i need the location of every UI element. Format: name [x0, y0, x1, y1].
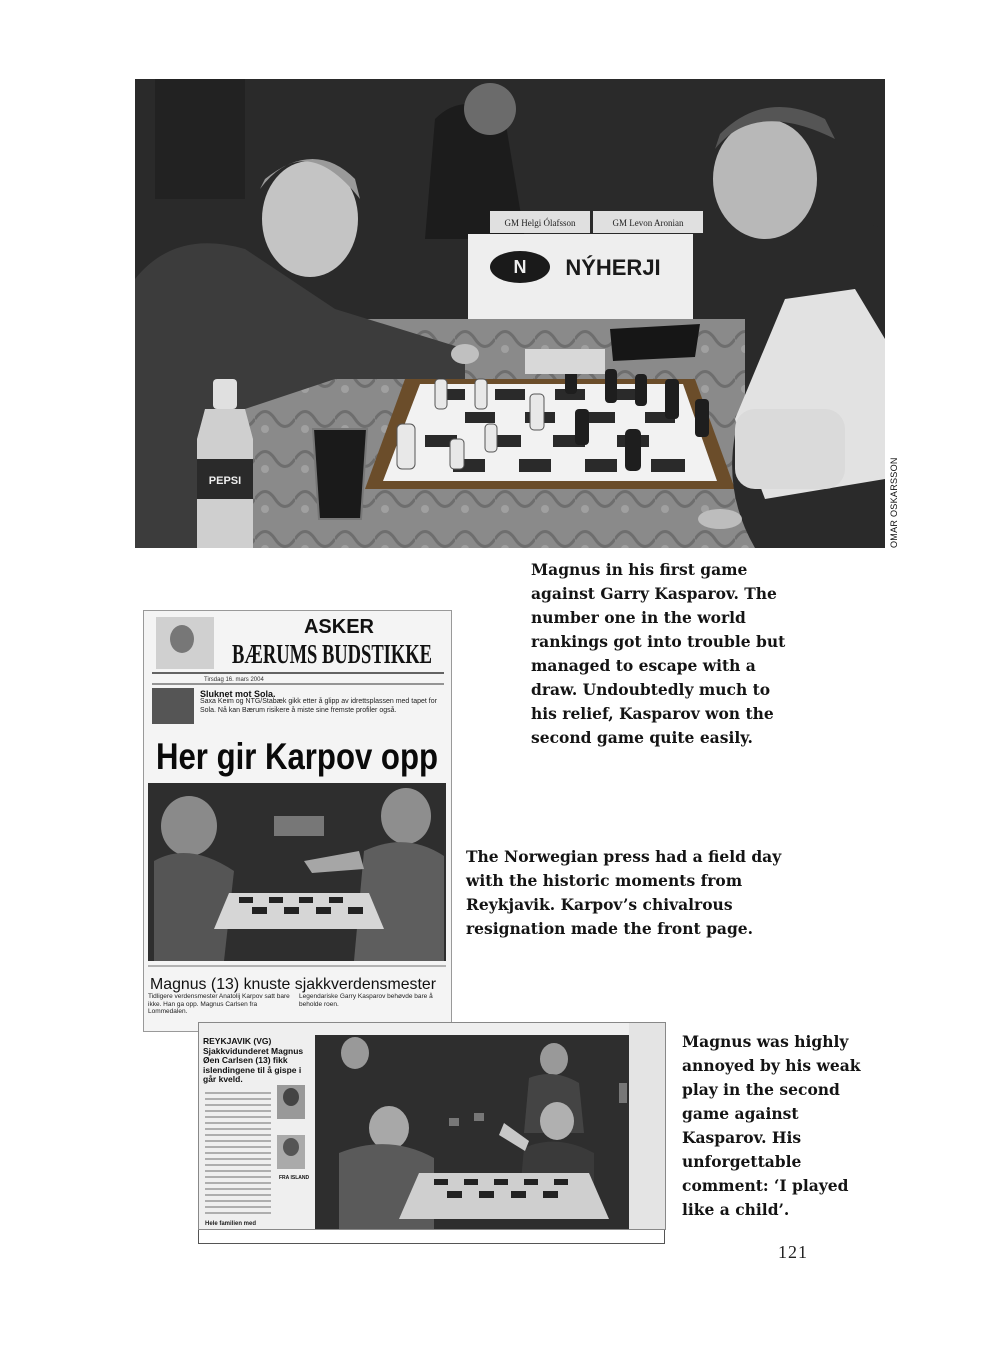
photo-credit: OMAR OSKARSSON [889, 457, 899, 548]
newspaper-clipping-vg [198, 1022, 666, 1230]
vg-article [199, 1023, 665, 1229]
bottle-label: PEPSI [208, 475, 242, 487]
vg-footer: Hele familien med [205, 1221, 257, 1227]
masthead-top: ASKER [303, 616, 375, 638]
vg-headline: REYKJAVIK (VG) Sjakkvidunderet Magnus Øen Carlsen (13) fikk islendingene til å gispe i går kveld. [203, 1036, 304, 1084]
drinking-glass [313, 429, 367, 519]
caption-first-game: Magnus in his first game against Garry Kasparov. The number one in the world rankings got into trouble but managed to escape with a draw. Undoubtedly much to his relief, Kasparov won the second game quite easily. [531, 560, 786, 747]
dateline: Tirsdag 16. mars 2004 [204, 677, 264, 683]
front-page-headline: Her gir Karpov opp [156, 736, 438, 777]
page-number: 121 [778, 1242, 808, 1262]
vg-byline: FRA ISLAND [279, 1175, 310, 1181]
caption-played-like-a-child: Magnus was highly annoyed by his weak play in the second game against Kasparov. His unforgettable comment: ‘I played like a child’. [682, 1032, 861, 1219]
bullet-left: Tidligere verdensmester Anatolij Karpov satt bare ikke. Han ga opp. Magnus Carlsen fra Lommedalen. [148, 993, 290, 1015]
name-plate-left: GM Helgi Ólafsson [504, 218, 576, 228]
name-plate-right: GM Levon Aronian [612, 218, 684, 228]
budstikke-front-page [144, 611, 451, 1031]
chess-match-illustration [135, 79, 885, 548]
clipping-subheadline: Magnus (13) knuste sjakkverdensmester [150, 976, 437, 993]
newspaper-clipping-budstikke [143, 610, 452, 1032]
caption-norwegian-press: The Norwegian press had a field day with the historic moments from Reykjavik. Karpov’s chivalrous resignation made the front page. [466, 847, 782, 938]
teaser-title: Sluknet mot Sola. [200, 689, 276, 699]
banner-brand: NÝHERJI [565, 255, 661, 280]
bullet-right: Legendariske Garry Kasparov behøvde bare å beholde roen. [299, 993, 433, 1008]
teaser-body: Saxa Keim og NTG/Stabæk gikk etter å glipp av idrettsplassen med tapet for Sola. Nå kan Bærum risikere å miste sine fremste profiler også. [200, 698, 437, 714]
svg-text:N: N [513, 257, 527, 277]
chess-match-photo [135, 79, 885, 548]
masthead-main: BÆRUMS BUDSTIKKE [232, 639, 432, 669]
